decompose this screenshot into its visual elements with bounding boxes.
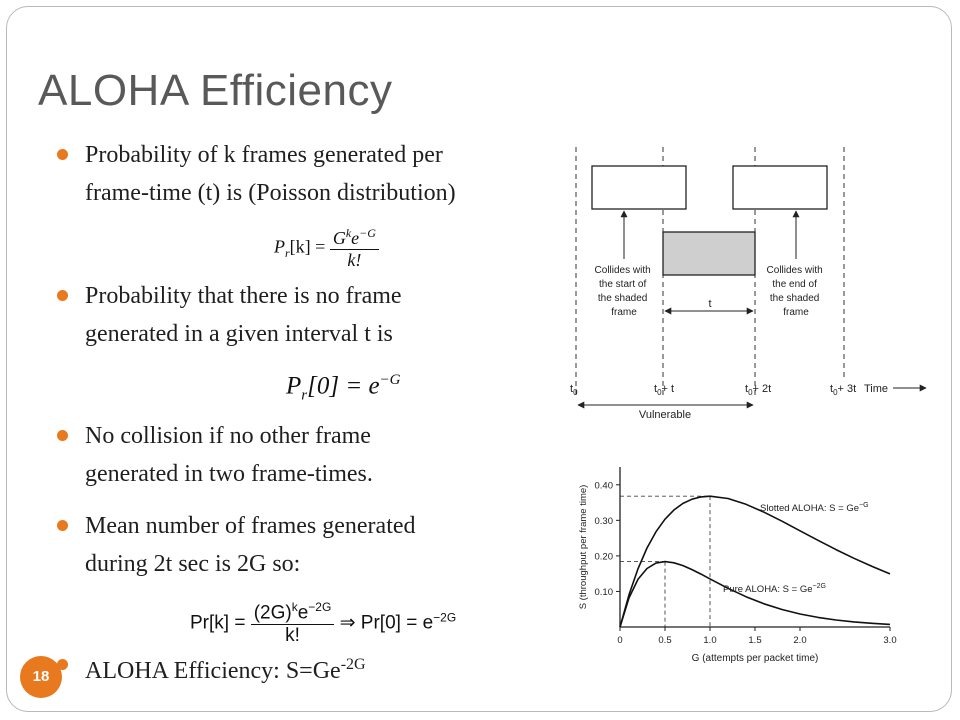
eq-superscript: −2G <box>433 610 457 625</box>
eq-symbol: [0] = e <box>307 372 380 400</box>
eq-symbol: ⇒ Pr[0] = e <box>339 612 434 634</box>
bullet-text-line: Mean number of frames generated <box>85 513 416 539</box>
bullet-text-line: generated in a given interval t is <box>85 321 393 347</box>
eq-numerator <box>330 226 379 250</box>
bullet-no-frame <box>85 277 585 353</box>
bullet-efficiency <box>85 646 585 690</box>
vulnerable-label: Vulnerable <box>638 409 692 421</box>
tick-label-t2: $t_0+ 2t$ <box>745 383 772 397</box>
eq-symbol: (2G) <box>253 602 292 624</box>
eq-symbol: e <box>297 602 309 624</box>
bullet-no-collision <box>85 417 585 493</box>
y-tick-label: 0.40 <box>594 480 613 492</box>
shaded-frame <box>663 232 755 275</box>
eq-superscript: −G <box>379 372 401 388</box>
bullet-dot-icon <box>57 520 68 531</box>
time-axis-label: Time <box>864 383 889 395</box>
bullet-dot-icon <box>57 290 68 301</box>
tick-label-t0: $t_0$ <box>570 383 578 397</box>
eq-subscript: r <box>285 246 290 261</box>
bullet-dot-icon <box>57 149 68 160</box>
bullet-text-line: No collision if no other frame <box>85 423 371 449</box>
y-tick-label: 0.30 <box>594 515 613 527</box>
bullet-text-line: during 2t sec is 2G so: <box>85 551 301 577</box>
tick-label-t1: $t_0+ t$ <box>654 383 675 397</box>
tick-label-t3: $t_0+ 3t$ <box>830 383 857 397</box>
label-collides-end: Collides with the end of the shaded frame <box>766 265 823 318</box>
eq-symbol: P <box>274 236 285 257</box>
eq-superscript: −G <box>359 226 376 240</box>
page-number-badge: 18 <box>20 656 62 698</box>
x-tick-label: 0 <box>617 635 623 646</box>
efficiency-superscript: -2G <box>340 656 366 673</box>
bullet-text-line: frame-time (t) is (Poisson distribution) <box>85 180 456 206</box>
eq-superscript: −2G <box>308 600 332 614</box>
y-tick-label: 0.10 <box>594 586 613 598</box>
eq-symbol: e <box>351 228 360 248</box>
eq-fraction <box>330 226 379 271</box>
bullet-poisson <box>85 136 585 212</box>
eq-denominator: k! <box>347 250 362 270</box>
vulnerable-period-diagram <box>560 135 935 425</box>
frame-box-right <box>733 166 827 209</box>
bullet-mean-frames <box>85 507 585 583</box>
eq-symbol: G <box>332 228 346 248</box>
bullet-text-line: generated in two frame-times. <box>85 461 373 487</box>
eq-symbol: Pr[k] = <box>190 612 246 634</box>
eq-symbol: [k] = <box>289 236 326 257</box>
throughput-chart <box>565 455 910 700</box>
equation-two-frame-times <box>190 600 456 647</box>
eq-fraction <box>251 600 335 647</box>
frame-box-left <box>592 166 686 209</box>
x-axis-title: G (attempts per packet time) <box>691 653 819 664</box>
eq-superscript: k <box>291 600 298 614</box>
x-tick-label: 2.0 <box>793 635 807 646</box>
y-axis-title: S (throughput per frame time) <box>578 484 589 610</box>
slide-title: ALOHA Efficiency <box>38 66 393 115</box>
x-tick-label: 1.0 <box>703 635 717 646</box>
y-tick-label: 0.20 <box>594 551 613 563</box>
bullet-dot-icon <box>57 430 68 441</box>
eq-numerator <box>251 600 335 625</box>
interval-label: t <box>708 298 712 310</box>
x-tick-label: 1.5 <box>748 635 762 646</box>
bullet-text-line: Probability that there is no frame <box>85 283 402 309</box>
equation-poisson <box>274 226 379 271</box>
x-tick-label: 3.0 <box>883 635 897 646</box>
eq-symbol: P <box>286 372 302 400</box>
equation-zero-frames <box>286 372 401 404</box>
bullet-text-line: Probability of k frames generated per <box>85 142 443 168</box>
label-collides-start: Collides with the start of the shaded frame <box>594 265 651 318</box>
series-label-slotted: Slotted ALOHA: $S = Ge^{-G}$ <box>760 502 869 514</box>
series-label-pure: Pure ALOHA: $S = Ge^{-2G}$ <box>723 583 826 595</box>
x-tick-label: 0.5 <box>658 635 672 646</box>
efficiency-label: ALOHA Efficiency: S=Ge <box>85 658 341 684</box>
eq-denominator: k! <box>285 625 300 647</box>
eq-superscript: k <box>345 226 352 240</box>
eq-subscript: r <box>301 387 308 404</box>
